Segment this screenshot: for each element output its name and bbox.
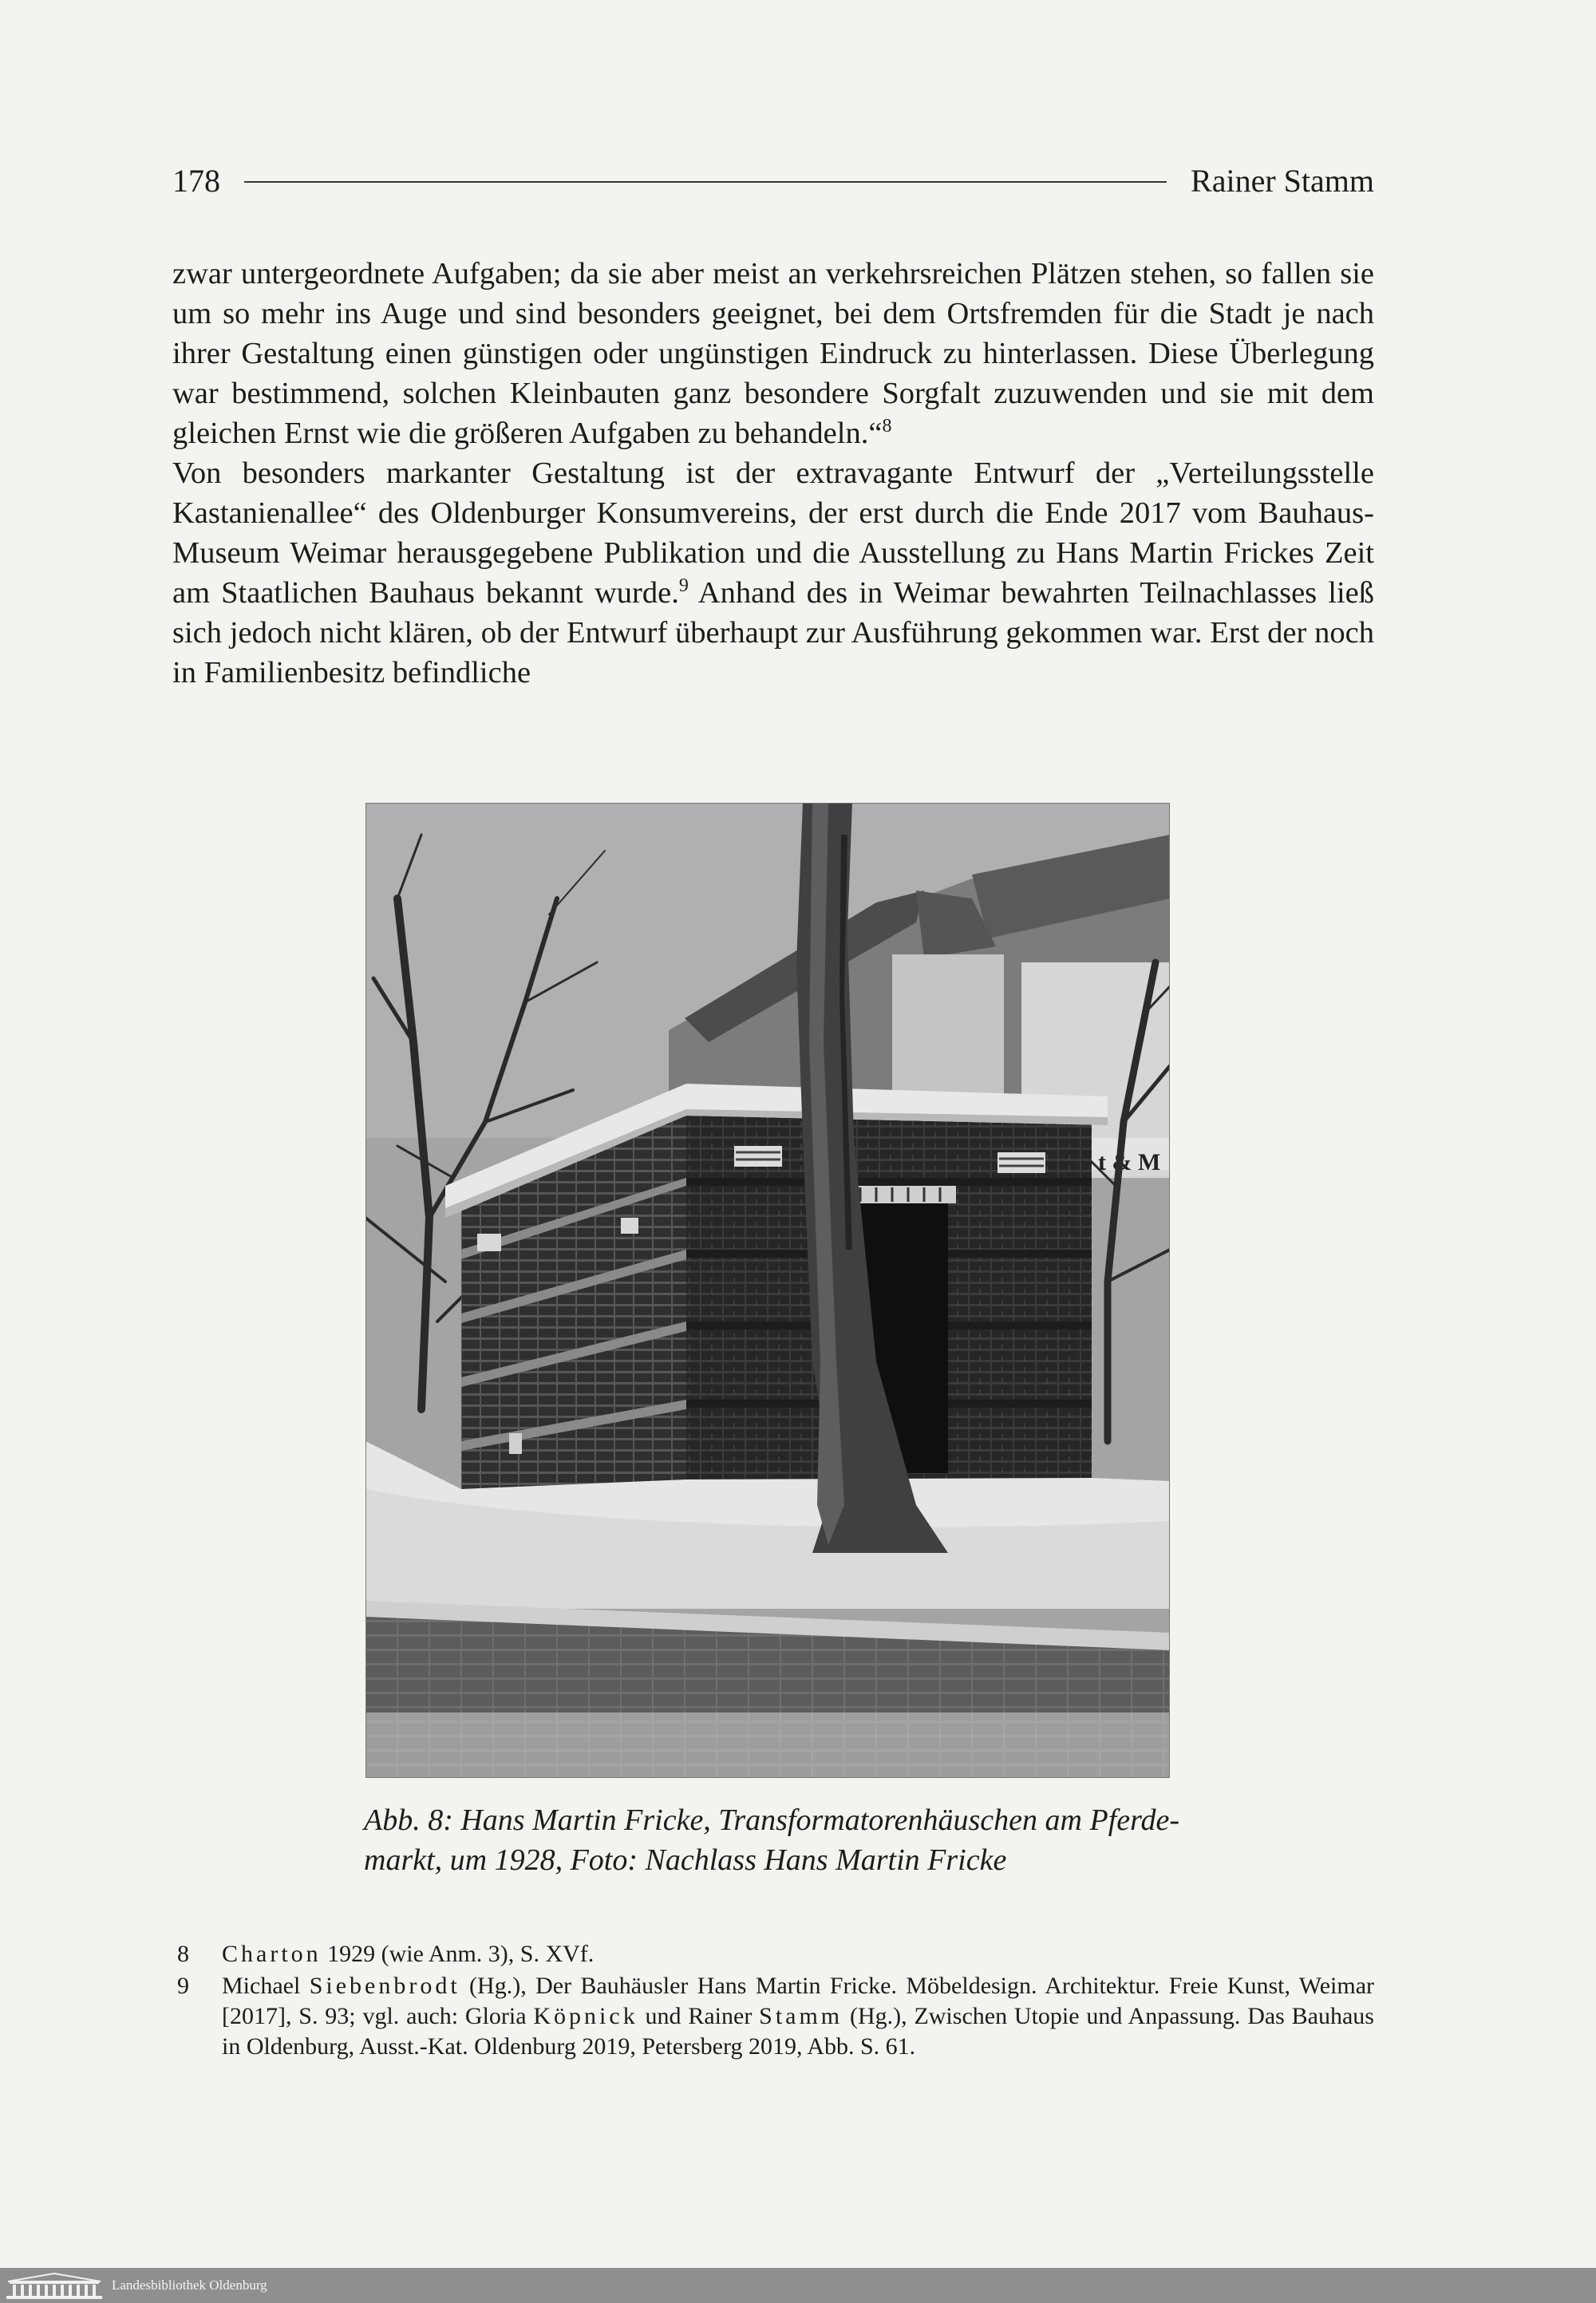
figure-photo-transformer-house	[365, 803, 1170, 1778]
footnote-text-part: (Hg.), Der Bauhäusler Hans Martin Fricke. Möbeldesign. Architektur. Freie Kunst, Weimar [2017], S. 93; vgl. auch: Gloria	[222, 1973, 1374, 2029]
body-text	[172, 254, 1374, 693]
footnote-author: Stamm	[759, 2003, 843, 2029]
footer-bar	[0, 2268, 1596, 2303]
running-header	[172, 156, 1374, 204]
library-building-logo-icon	[6, 2272, 102, 2299]
paragraph-text: Von besonders markanter Gestaltung ist der extravagante Entwurf der „Verteilungsstelle Kastanienallee“ des Oldenburger Konsumvereins, der erst durch die Ende 2017 vom Bauhaus-Museum Weimar herausgegebene Publikation und die Ausstellung zu Hans Martin Frickes Zeit am Staatlichen Bauhaus bekannt wurde.	[172, 456, 1374, 610]
footnote-text-part: 1929 (wie Anm. 3), S. XVf.	[321, 1941, 595, 1967]
photo-illustration	[365, 803, 1170, 1778]
footnote-text	[222, 1939, 1374, 1969]
footnote-text	[222, 1971, 1374, 2062]
paragraph-text: Anhand des in Weimar bewahrten Teilnachlasses ließ sich jedoch nicht klären, ob der Entwurf überhaupt zur Ausführung gekommen war. Erst der noch in Familienbesitz befindliche	[172, 576, 1374, 689]
footnote-text-part: Michael	[222, 1973, 310, 1999]
sign-text: t & M	[1098, 1149, 1161, 1175]
footnote-author: Köpnick	[533, 2003, 638, 2029]
footnote-number: 9	[177, 1973, 189, 1999]
caption-line: Abb. 8: Hans Martin Fricke, Transformatorenhäuschen am Pferde-	[364, 1803, 1180, 1837]
figure-caption	[364, 1800, 1186, 1880]
footnote-ref-9: 9	[678, 575, 689, 596]
footnote-text-part: und Rainer	[638, 2003, 760, 2029]
footnote-9	[177, 1971, 1374, 2062]
caption-line: markt, um 1928, Foto: Nachlass Hans Martin Fricke	[364, 1843, 1007, 1877]
footnote-author: Siebenbrodt	[309, 1973, 460, 1999]
footnotes	[177, 1939, 1374, 2064]
footnote-number: 8	[177, 1941, 189, 1967]
paragraph-text: zwar untergeordnete Aufgaben; da sie aber meist an verkehrsreichen Plätzen stehen, so fallen sie um so mehr ins Auge und sind besonders geeignet, bei dem Ortsfremden für die Stadt je nach ihrer Gestaltung einen günstigen oder ungünstigen Eindruck zu hinterlassen. Diese Überlegung war bestimmend, solchen Kleinbauten ganz besondere Sorgfalt zuzuwenden und sie mit dem gleichen Ernst wie die größeren Aufgaben zu behandeln.“	[172, 257, 1374, 450]
footnote-author: Charton	[222, 1941, 322, 1967]
paragraph-verteilungsstelle	[172, 453, 1374, 693]
footer-library-name: Landesbibliothek Oldenburg	[112, 2277, 267, 2293]
page-number: 178	[172, 162, 220, 199]
footnote-8	[177, 1939, 1374, 1969]
paragraph-quote-end	[172, 254, 1374, 453]
header-rule	[244, 181, 1167, 183]
running-author: Rainer Stamm	[1191, 162, 1374, 199]
footnote-ref-8: 8	[882, 416, 892, 437]
footnote-text-part: (Hg.), Zwischen Utopie und Anpassung. Das Bauhaus in Oldenburg, Ausst.-Kat. Oldenburg 2019, Petersberg 2019, Abb. S. 61.	[222, 2003, 1374, 2060]
